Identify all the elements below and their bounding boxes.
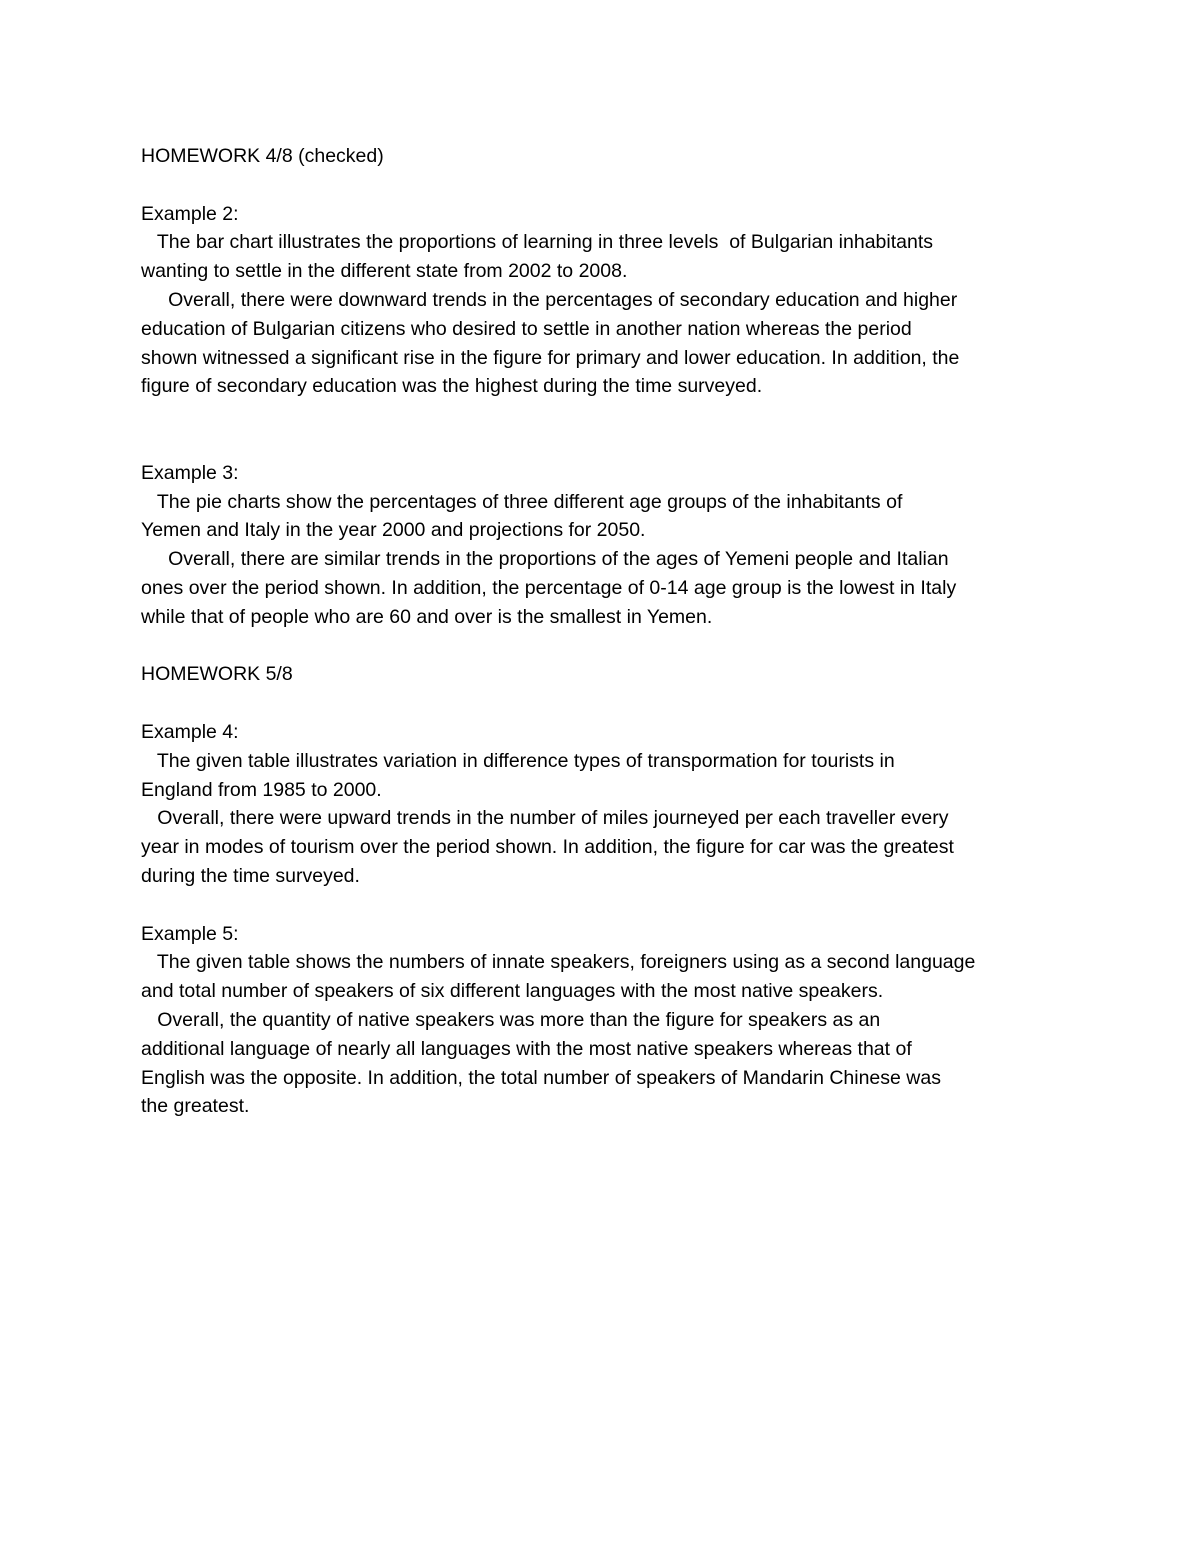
example-label: Example 3: [141, 461, 239, 484]
blank-line [141, 632, 1076, 661]
document-body [141, 142, 1076, 1121]
paragraph-line: during the time surveyed. [141, 864, 360, 887]
paragraph-line: England from 1985 to 2000. [141, 778, 382, 801]
paragraph-line: The pie charts show the percentages of three different age groups of the inhabitants of [141, 490, 903, 513]
example-5 [141, 920, 1076, 1122]
paragraph-line: the greatest. [141, 1095, 250, 1118]
homework-heading: HOMEWORK 5/8 [141, 663, 293, 686]
paragraph-line: and total number of speakers of six different languages with the most native speakers. [141, 980, 884, 1003]
blank-line [141, 171, 1076, 200]
blank-line [141, 891, 1076, 920]
paragraph-line: additional language of nearly all languages with the most native speakers whereas that of [141, 1037, 912, 1060]
paragraph-line: Overall, there were downward trends in the percentages of secondary education and higher [141, 288, 958, 311]
paragraph-line: Yemen and Italy in the year 2000 and projections for 2050. [141, 519, 646, 542]
blank-line [141, 401, 1076, 430]
blank-line [141, 689, 1076, 718]
paragraph-line: shown witnessed a significant rise in the figure for primary and lower education. In addition, the [141, 346, 960, 369]
paragraph-line: wanting to settle in the different state from 2002 to 2008. [141, 260, 628, 283]
paragraph-line: education of Bulgarian citizens who desired to settle in another nation whereas the period [141, 317, 912, 340]
example-label: Example 5: [141, 922, 239, 945]
example-label: Example 4: [141, 720, 239, 743]
paragraph-line: while that of people who are 60 and over is the smallest in Yemen. [141, 605, 713, 628]
example-2 [141, 200, 1076, 402]
paragraph-line: Overall, there are similar trends in the proportions of the ages of Yemeni people and Italian [141, 548, 949, 571]
paragraph-line: English was the opposite. In addition, the total number of speakers of Mandarin Chinese was [141, 1066, 941, 1089]
blank-line [141, 430, 1076, 459]
example-4 [141, 718, 1076, 891]
homework-heading: HOMEWORK 4/8 (checked) [141, 145, 384, 167]
paragraph-line: figure of secondary education was the highest during the time surveyed. [141, 375, 763, 398]
paragraph-line: The given table shows the numbers of innate speakers, foreigners using as a second language [141, 951, 976, 974]
paragraph-line: Overall, there were upward trends in the number of miles journeyed per each traveller every [141, 807, 949, 830]
paragraph-line: The bar chart illustrates the proportions of learning in three levels of Bulgarian inhabitants [141, 231, 934, 254]
example-label: Example 2: [141, 202, 239, 225]
paragraph-line: Overall, the quantity of native speakers was more than the figure for speakers as an [141, 1008, 881, 1031]
paragraph-line: The given table illustrates variation in difference types of transpormation for tourists in [141, 749, 895, 772]
paragraph-line: year in modes of tourism over the period shown. In addition, the figure for car was the greatest [141, 836, 954, 859]
paragraph-line: ones over the period shown. In addition, the percentage of 0-14 age group is the lowest in Italy [141, 576, 957, 599]
example-3 [141, 459, 1076, 632]
